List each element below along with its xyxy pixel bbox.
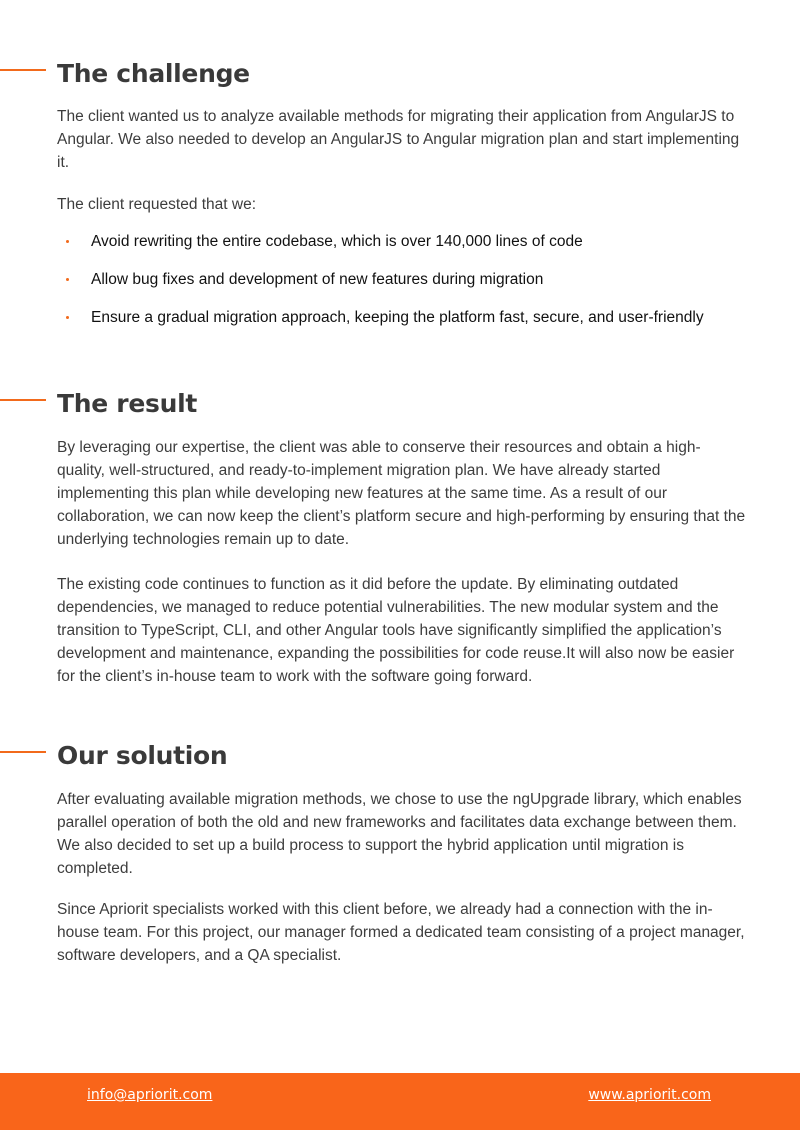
solution-heading: Our solution: [57, 741, 228, 770]
list-item-text: Allow bug fixes and development of new features during migration: [91, 271, 544, 288]
list-item-text: Avoid rewriting the entire codebase, which is over 140,000 lines of code: [91, 233, 583, 250]
challenge-request-intro: The client requested that we:: [57, 196, 257, 213]
solution-paragraph: After evaluating available migration methods, we chose to use the ngUpgrade library, which enables parallel operation of both the old and new frameworks and facilitates data exchange between them. We also decided to set up a build process to support the hybrid application until migration is completed.: [57, 791, 742, 877]
solution-accent-line: [0, 751, 46, 753]
bullet-icon: [66, 240, 69, 243]
result-accent-line: [0, 399, 46, 401]
solution-paragraph: Since Apriorit specialists worked with this client before, we already had a connection with the in-house team. For this project, our manager formed a dedicated team consisting of a project manager, software developers, and a QA specialist.: [57, 901, 745, 964]
challenge-paragraph: The client wanted us to analyze available methods for migrating their application from AngularJS to Angular. We also needed to develop an AngularJS to Angular migration plan and start implementing it.: [57, 108, 740, 171]
bullet-icon: [66, 316, 69, 319]
result-heading: The result: [57, 389, 197, 418]
challenge-requirements-list: [57, 230, 757, 344]
email-link[interactable]: info@apriorit.com: [87, 1087, 213, 1103]
list-item: [57, 230, 757, 268]
footer-bar: [0, 1073, 800, 1130]
website-link[interactable]: www.apriorit.com: [588, 1087, 711, 1103]
list-item: [57, 306, 757, 344]
result-paragraph: By leveraging our expertise, the client was able to conserve their resources and obtain a high-quality, well-structured, and ready-to-implement migration plan. We have already started implementing this plan while developing new features at the same time. As a result of our collaboration, we can now keep the client’s platform secure and high-performing by ensuring that the underlying technologies remain up to date.: [57, 439, 746, 548]
bullet-icon: [66, 278, 69, 281]
list-item: [57, 268, 757, 306]
result-paragraph: The existing code continues to function as it did before the update. By eliminating outdated dependencies, we managed to reduce potential vulnerabilities. The new modular system and the transition to TypeScript, CLI, and other Angular tools have significantly simplified the application’s development and maintenance, expanding the possibilities for code reuse.It will also now be easier for the client’s in-house team to work with the software going forward.: [57, 576, 735, 685]
challenge-accent-line: [0, 69, 46, 71]
challenge-heading: The challenge: [57, 59, 250, 88]
list-item-text: Ensure a gradual migration approach, keeping the platform fast, secure, and user-friendly: [91, 309, 704, 326]
